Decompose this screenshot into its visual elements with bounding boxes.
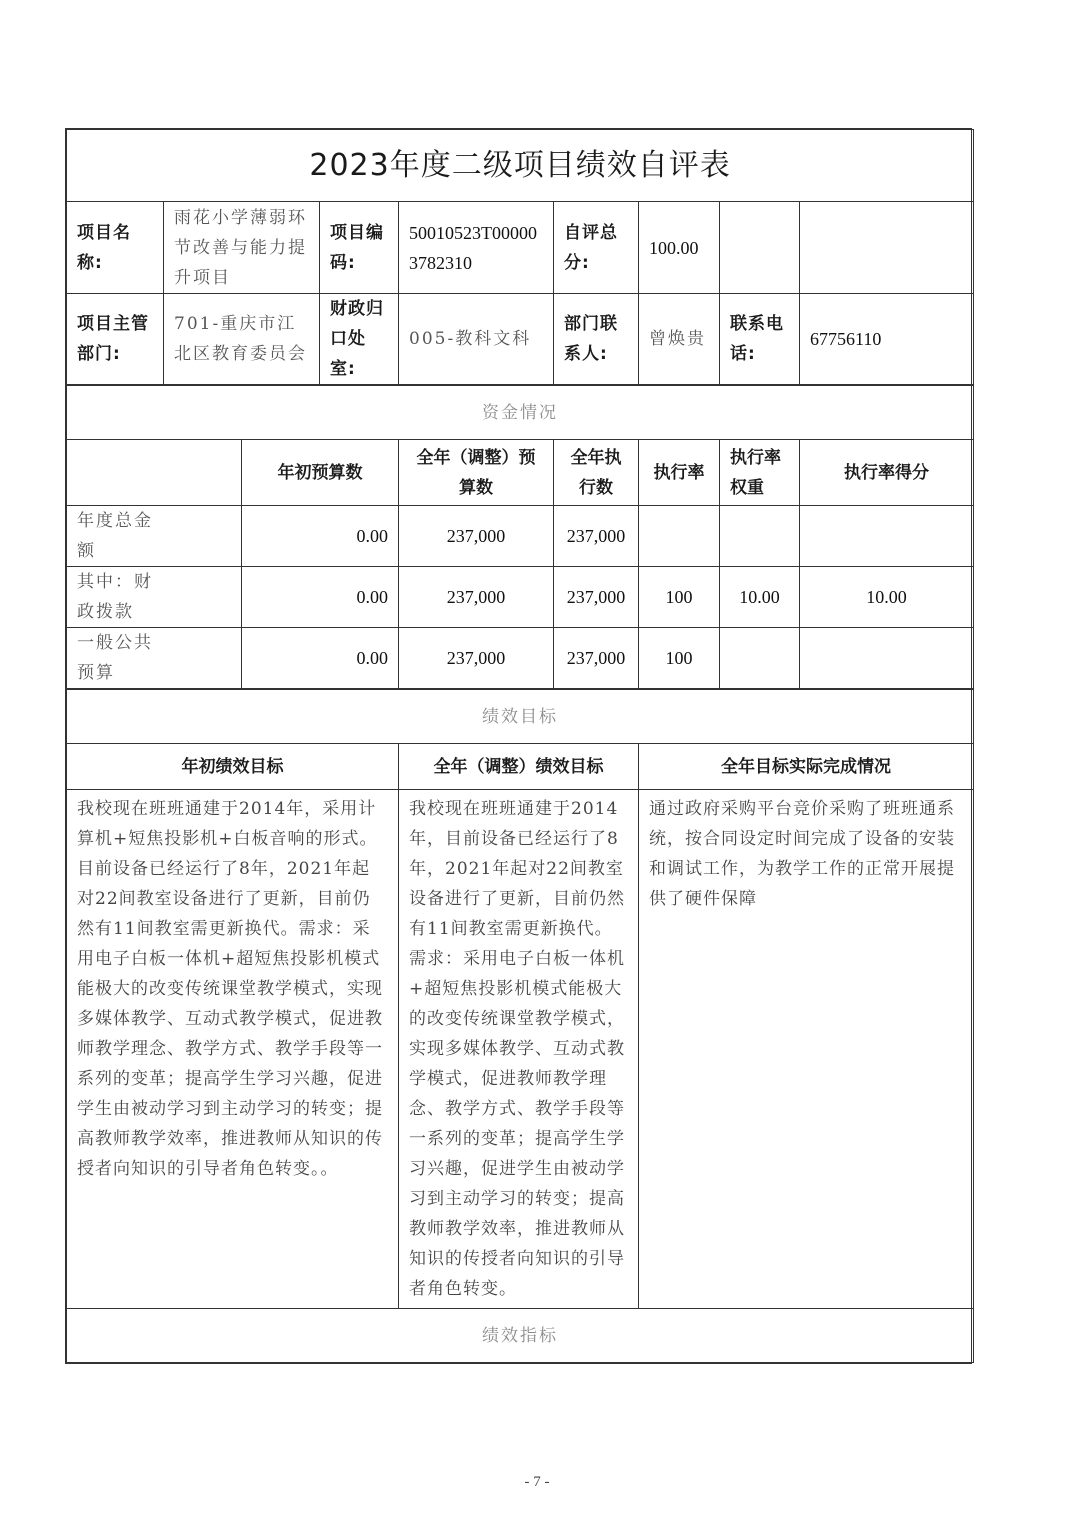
- funding-header-rate: 执行率: [639, 440, 720, 506]
- row-label: 一般公共预算: [67, 628, 242, 689]
- contact: 曾焕贵: [639, 294, 720, 385]
- execution-rate: 100: [639, 628, 720, 689]
- execution-rate: 100: [639, 567, 720, 628]
- goals-header-actual: 全年目标实际完成情况: [639, 744, 974, 790]
- executed-amount: 237,000: [554, 506, 639, 567]
- phone-label: 联系电话:: [720, 294, 800, 385]
- funding-header-adjusted: 全年（调整）预算数: [399, 440, 554, 506]
- funding-header-weight: 执行率权重: [720, 440, 800, 506]
- goals-header-adjusted: 全年（调整）绩效目标: [399, 744, 639, 790]
- empty-cell: [800, 202, 974, 294]
- funding-header-blank: [67, 440, 242, 506]
- rate-weight: [720, 628, 800, 689]
- self-score: 100.00: [639, 202, 720, 294]
- phone: 67756110: [800, 294, 974, 385]
- dept: 701-重庆市江北区教育委员会: [164, 294, 320, 385]
- table-row: [67, 628, 974, 689]
- goals-table: [66, 689, 974, 1363]
- rate-score: [800, 628, 974, 689]
- self-score-label: 自评总分:: [554, 202, 639, 294]
- funding-section-title: 资金情况: [67, 386, 974, 440]
- rate-score: 10.00: [800, 567, 974, 628]
- indicators-section-title: 绩效指标: [67, 1309, 974, 1363]
- row-label: 其中：财政拨款: [67, 567, 242, 628]
- project-name: 雨花小学薄弱环节改善与能力提升项目: [164, 202, 320, 294]
- page-title: 2023年度二级项目绩效自评表: [67, 130, 974, 202]
- contact-label: 部门联系人:: [554, 294, 639, 385]
- rate-score: [800, 506, 974, 567]
- executed-amount: 237,000: [554, 628, 639, 689]
- project-code-label: 项目编码:: [320, 202, 399, 294]
- table-row: [67, 567, 974, 628]
- performance-evaluation-sheet: [65, 128, 972, 1364]
- initial-budget: 0.00: [242, 628, 399, 689]
- initial-budget: 0.00: [242, 506, 399, 567]
- project-name-label: 项目名称:: [67, 202, 164, 294]
- executed-amount: 237,000: [554, 567, 639, 628]
- adjusted-goal-text: 我校现在班班通建于2014年，目前设备已经运行了8年，2021年起对22间教室设备进行了更新，目前仍然有11间教室需更新换代。需求：采用电子白板一体机+超短焦投影机模式能极大的改变传统课堂教学模式，实现多媒体教学、互动式教学模式，促进教师教学理念、教学方式、教学手段等一系列的变革；提高学生学习兴趣，促进学生由被动学习到主动学习的转变；提高教师教学效率，推进教师从知识的传授者向知识的引导者角色转变。: [399, 790, 639, 1309]
- page-number: - 7 -: [524, 1474, 550, 1490]
- rate-weight: [720, 506, 800, 567]
- actual-completion-text: 通过政府采购平台竞价采购了班班通系统，按合同设定时间完成了设备的安装和调试工作，为教学工作的正常开展提供了硬件保障: [639, 790, 974, 1309]
- initial-goal-text: 我校现在班班通建于2014年，采用计算机+短焦投影机+白板音响的形式。目前设备已经运行了8年，2021年起对22间教室设备进行了更新，目前仍然有11间教室需更新换代。需求：采用电子白板一体机+超短焦投影机模式能极大的改变传统课堂教学模式，实现多媒体教学、互动式教学模式，促进教师教学理念、教学方式、教学手段等一系列的变革；提高学生学习兴趣，促进学生由被动学习到主动学习的转变；提高教师教学效率，推进教师从知识的传授者向知识的引导者角色转变。。: [67, 790, 399, 1309]
- empty-cell: [720, 202, 800, 294]
- funding-header-executed: 全年执行数: [554, 440, 639, 506]
- project-code: 50010523T000003782310: [399, 202, 554, 294]
- funding-table: [66, 385, 974, 689]
- adjusted-budget: 237,000: [399, 506, 554, 567]
- info-table: [66, 129, 974, 385]
- finance-office-label: 财政归口处室:: [320, 294, 399, 385]
- goals-section-title: 绩效目标: [67, 690, 974, 744]
- adjusted-budget: 237,000: [399, 567, 554, 628]
- goals-header-initial: 年初绩效目标: [67, 744, 399, 790]
- funding-header-score: 执行率得分: [800, 440, 974, 506]
- execution-rate: [639, 506, 720, 567]
- row-label: 年度总金额: [67, 506, 242, 567]
- rate-weight: 10.00: [720, 567, 800, 628]
- funding-header-initial: 年初预算数: [242, 440, 399, 506]
- finance-office: 005-教科文科: [399, 294, 554, 385]
- table-row: [67, 506, 974, 567]
- initial-budget: 0.00: [242, 567, 399, 628]
- dept-label: 项目主管部门:: [67, 294, 164, 385]
- adjusted-budget: 237,000: [399, 628, 554, 689]
